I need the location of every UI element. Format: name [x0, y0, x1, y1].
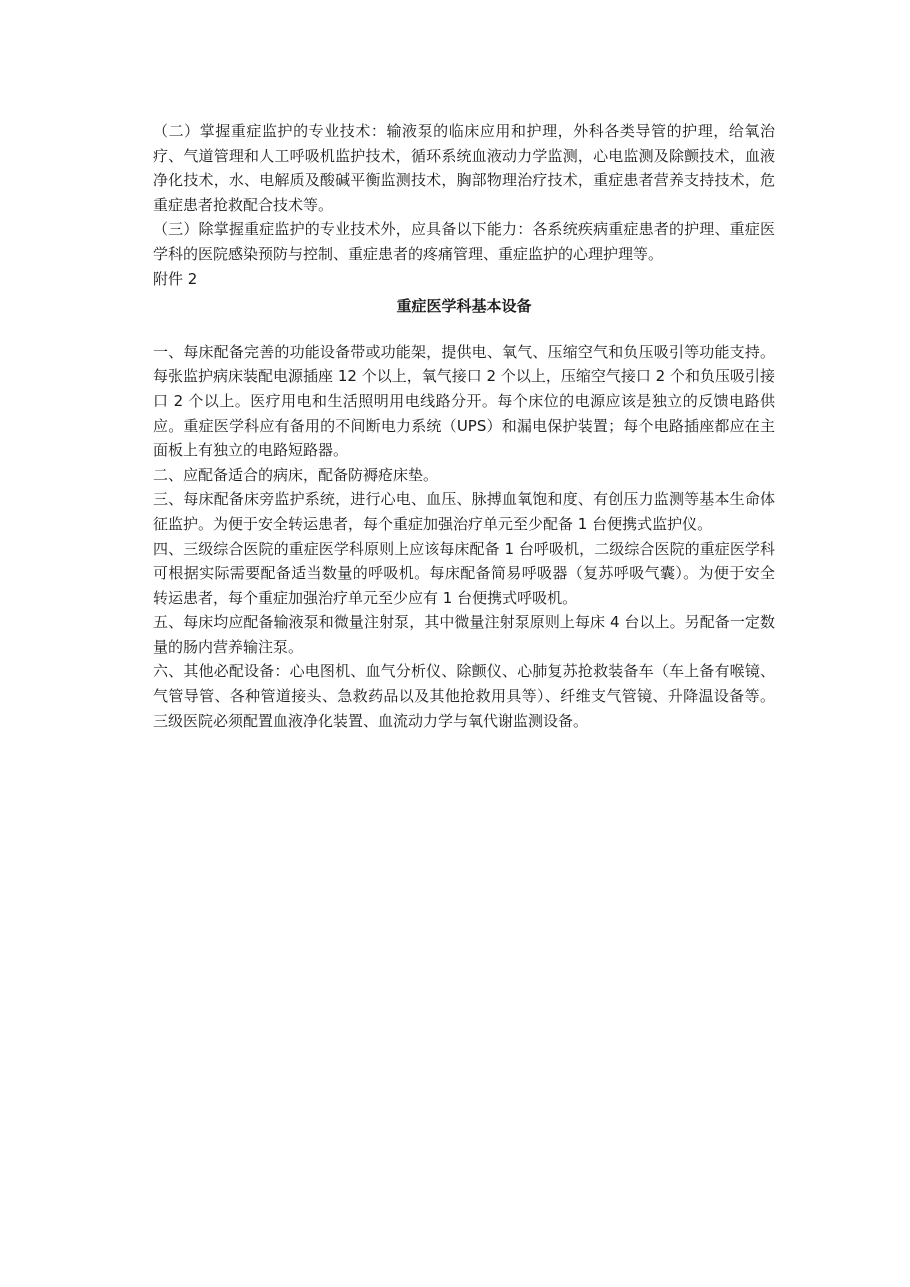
equipment-item-3: 三、每床配备床旁监护系统，进行心电、血压、脉搏血氧饱和度、有创压力监测等基本生命体征监护。为便于安全转运患者，每个重症加强治疗单元至少配备 1 台便携式监护仪。	[153, 490, 775, 533]
equipment-item-1: 一、每床配备完善的功能设备带或功能架，提供电、氧气、压缩空气和负压吸引等功能支持。每张监护病床装配电源插座 12 个以上，氧气接口 2 个以上，压缩空气接口 2 个和负压吸引接口 2 个以上。医疗用电和生活照明用电线路分开。每个床位的电源应该是独立的反馈电路供应。重症医学科应有备用的不间断电力系统（UPS）和漏电保护装置；每个电路插座都应在主面板上有独立的电路短路器。	[153, 342, 775, 460]
paragraph-section-2: （二）掌握重症监护的专业技术：输液泵的临床应用和护理，外科各类导管的护理，给氧治疗、气道管理和人工呼吸机监护技术，循环系统血液动力学监测，心电监测及除颤技术，血液净化技术，水、电解质及酸碱平衡监测技术，胸部物理治疗技术，重症患者营养支持技术，危重症患者抢救配合技术等。	[153, 122, 775, 214]
document-title: 重症医学科基本设备	[396, 297, 532, 316]
paragraph-section-3: （三）除掌握重症监护的专业技术外，应具备以下能力：各系统疾病重症患者的护理、重症医学科的医院感染预防与控制、重症患者的疼痛管理、重症监护的心理护理等。	[153, 220, 775, 263]
equipment-item-4: 四、三级综合医院的重症医学科原则上应该每床配备 1 台呼吸机，二级综合医院的重症医学科可根据实际需要配备适当数量的呼吸机。每床配备简易呼吸器（复苏呼吸气囊）。为便于安全转运患者，每个重症加强治疗单元至少应有 1 台便携式呼吸机。	[153, 539, 775, 607]
document-body	[153, 119, 775, 733]
equipment-item-5: 五、每床均应配备输液泵和微量注射泵，其中微量注射泵原则上每床 4 台以上。另配备一定数量的肠内营养输注泵。	[153, 613, 775, 656]
equipment-item-2: 二、应配备适合的病床，配备防褥疮床垫。	[153, 465, 439, 484]
attachment-label: 附件 2	[153, 269, 198, 288]
equipment-item-6: 六、其他必配设备：心电图机、血气分析仪、除颤仪、心肺复苏抢救装备车（车上备有喉镜、气管导管、各种管道接头、急救药品以及其他抢救用具等）、纤维支气管镜、升降温设备等。三级医院必须配置血液净化装置、血流动力学与氧代谢监测设备。	[153, 662, 775, 730]
